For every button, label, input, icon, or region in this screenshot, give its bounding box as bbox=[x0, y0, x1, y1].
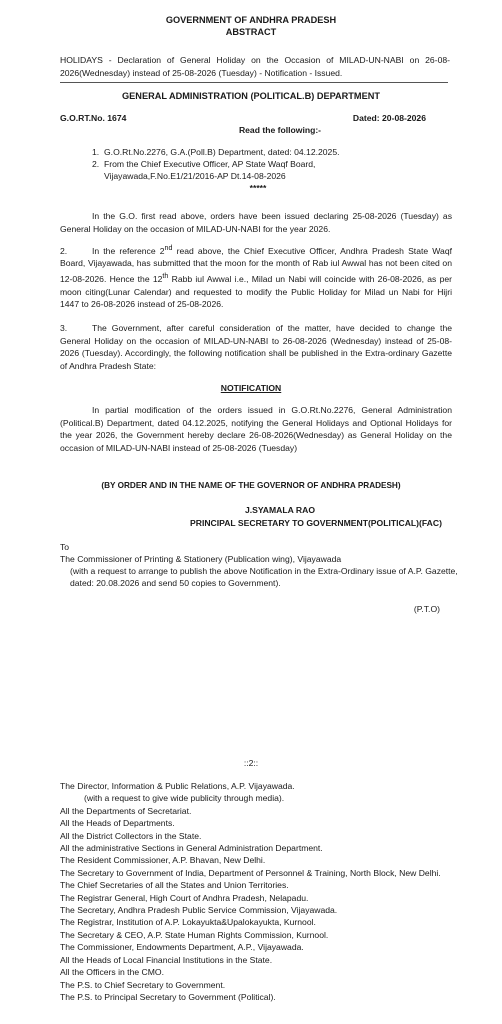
signatory-title: PRINCIPAL SECRETARY TO GOVERNMENT(POLITICAL)(FAC) bbox=[190, 518, 442, 528]
distribution-item: All the District Collectors in the State. bbox=[60, 830, 202, 841]
subject-divider bbox=[60, 82, 448, 83]
distribution-item: The Resident Commissioner, A.P. Bhavan, New Delhi. bbox=[60, 855, 266, 866]
paragraph-2-superscript-2: th bbox=[162, 272, 169, 281]
distribution-item: The Registrar, Institution of A.P. Lokayukta&Upalokayukta, Kurnool. bbox=[60, 917, 316, 928]
paragraph-3-number: 3. bbox=[60, 323, 68, 333]
reference-number: 1. bbox=[92, 147, 100, 157]
to-block bbox=[60, 541, 460, 589]
paragraph-1 bbox=[60, 210, 452, 235]
distribution-item: All the Departments of Secretariat. bbox=[60, 805, 192, 816]
distribution-list bbox=[60, 780, 460, 1003]
distribution-item: The Commissioner, Endowments Department, A.P., Vijayawada. bbox=[60, 942, 304, 953]
paragraph-2-superscript: nd bbox=[164, 244, 173, 252]
distribution-item: The Secretary, Andhra Pradesh Public Service Commission, Vijayawada. bbox=[60, 905, 338, 916]
paragraph-2-text-c: Rabb iul Awwal i.e., Milad un Nabi will coincide with 26-08-2026, as per moon citing(Lunar Calendar) and requested to modify the Public Holiday for Milad un Nabi for Hijri 1447 to 26-08-2026 instead of 25-08-2026. bbox=[60, 273, 452, 310]
notification-text: In partial modification of the orders issued in G.O.Rt.No.2276, General Administration (Political.B) Department, dated 04.12.2025, notifying the General Holidays and Optional Holidays for the year 2026, the Government hereby declare 26-08-2026(Wednesday) as General Holiday on the occasion of MILAD-UN-NABI instead of 25-08-2026 (Tuesday) bbox=[60, 405, 452, 453]
reference-number: 2. bbox=[92, 159, 100, 170]
abstract-heading: ABSTRACT bbox=[225, 27, 277, 37]
paragraph-2 bbox=[60, 242, 452, 311]
go-number-row bbox=[60, 112, 426, 125]
paragraph-3 bbox=[60, 322, 452, 372]
paragraph-2-text-a: In the reference 2 bbox=[92, 245, 165, 256]
reference-separator-stars: ***** bbox=[249, 183, 267, 193]
go-date: Dated: 20-08-2026 bbox=[352, 113, 426, 123]
distribution-item: The P.S. to Chief Secretary to Government. bbox=[60, 979, 226, 990]
distribution-item: The Director, Information & Public Relations, A.P. Vijayawada. bbox=[60, 781, 295, 791]
reference-text: From the Chief Executive Officer, AP State Waqf Board, Vijayawada,F.No.E1/21/2016-AP Dt.14-08-2026 bbox=[104, 159, 316, 182]
paragraph-3-text: The Government, after careful consideration of the matter, have decided to change the General Holiday on the occasion of MILAD-UN-NABI to 26-08-2026 (Wednesday) instead of 25-08-2026 (Tuesday). Accordingly, the following notification shall be published in the Extra-ordinary Gazette of Andhra Pradesh State: bbox=[60, 323, 452, 371]
notification-body bbox=[60, 404, 452, 454]
subject-line: HOLIDAYS - Declaration of General Holiday on the Occasion of MILAD-UN-NABI on 26-08-2026(Wednesday) instead of 25-08-2026 (Tuesday) - Notification - Issued. bbox=[60, 55, 450, 78]
signatory-name: J.SYAMALA RAO bbox=[244, 505, 316, 515]
read-heading: Read the following:- bbox=[238, 125, 322, 135]
distribution-item: The Secretary to Government of India, Department of Personnel & Training, North Block, New Delhi. bbox=[60, 867, 441, 878]
order-line: (BY ORDER AND IN THE NAME OF THE GOVERNOR OF ANDHRA PRADESH) bbox=[101, 481, 401, 490]
distribution-item: All the Heads of Departments. bbox=[60, 818, 175, 829]
distribution-item: The Chief Secretaries of all the States and Union Territories. bbox=[60, 880, 289, 891]
reference-text: G.O.Rt.No.2276, G.A.(Poll.B) Department, dated: 04.12.2025. bbox=[104, 147, 340, 157]
to-addressee: The Commissioner of Printing & Stationery (Publication wing), Vijayawada bbox=[60, 554, 342, 564]
distribution-item: All the administrative Sections in General Administration Department. bbox=[60, 843, 323, 854]
pto-marker: (P.T.O) bbox=[413, 604, 440, 614]
paragraph-2-number: 2. bbox=[60, 245, 68, 256]
page-number-mark: ::2:: bbox=[243, 758, 259, 768]
distribution-item: All the Officers in the CMO. bbox=[60, 967, 164, 978]
notification-heading bbox=[0, 382, 502, 395]
to-note: (with a request to arrange to publish the above Notification in the Extra-Ordinary issue of A.P. Gazette, dated: 20.08.2026 and send 50 copies to Government). bbox=[70, 566, 458, 588]
paragraph-2-text-b: read above, the Chief Executive Officer, Andhra Pradesh State Waqf Board, Vijayawada, has submitted that the moon for the month of Rab iul Awwal has not been cited on 12-08-2026. Hence the 12 bbox=[60, 245, 452, 284]
government-heading: GOVERNMENT OF ANDHRA PRADESH bbox=[165, 15, 337, 25]
notification-title: NOTIFICATION bbox=[220, 383, 282, 393]
distribution-item: All the Heads of Local Financial Institutions in the State. bbox=[60, 954, 273, 965]
distribution-item: The Secretary & CEO, A.P. State Human Rights Commission, Kurnool. bbox=[60, 929, 329, 940]
department-heading: GENERAL ADMINISTRATION (POLITICAL.B) DEPARTMENT bbox=[122, 91, 380, 101]
go-number: G.O.RT.No. 1674 bbox=[60, 113, 127, 123]
reference-list bbox=[92, 146, 392, 183]
paragraph-1-text: In the G.O. first read above, orders have been issued declaring 25-08-2026 (Tuesday) as General Holiday on the occasion of MILAD-UN-NABI for the year 2026. bbox=[60, 211, 452, 234]
to-label: To bbox=[60, 542, 70, 552]
reference-item bbox=[92, 158, 392, 182]
reference-item bbox=[92, 146, 392, 158]
distribution-item: The P.S. to Principal Secretary to Government (Political). bbox=[60, 991, 276, 1002]
distribution-item-note: (with a request to give wide publicity through media). bbox=[84, 793, 285, 804]
distribution-item: The Registrar General, High Court of Andhra Pradesh, Nelapadu. bbox=[60, 892, 309, 903]
